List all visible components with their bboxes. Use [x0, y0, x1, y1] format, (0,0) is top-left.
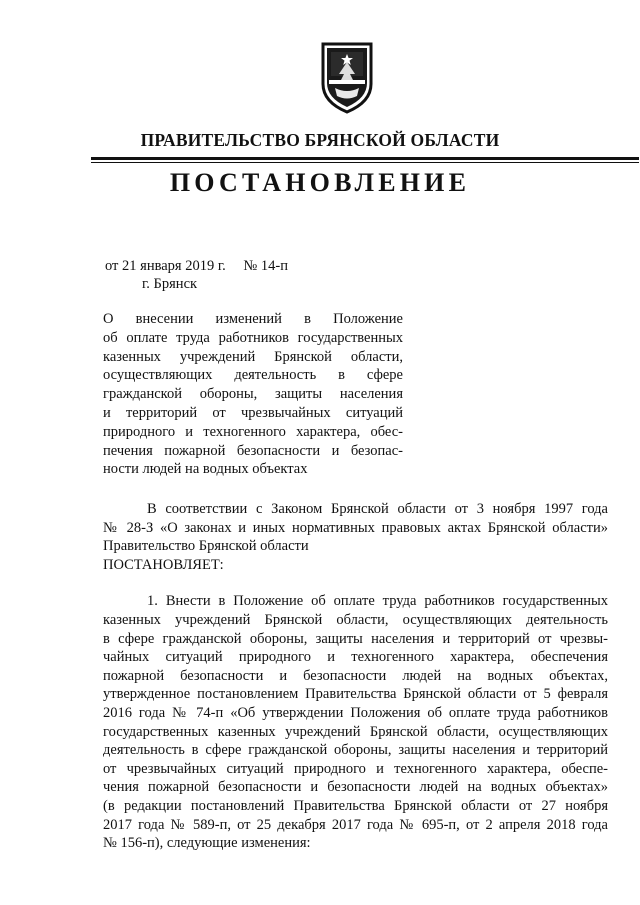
document-city: г. Брянск	[142, 276, 198, 292]
document-date-number	[105, 258, 288, 275]
item1-line: деятельность в сфере гражданской обороны, защиты населения и территорий	[103, 742, 608, 759]
preamble-line: Правительство Брянской области	[103, 538, 309, 555]
item1-line: (в редакции постановлений Правительства Брянской области от 27 ноября	[103, 797, 608, 814]
header-rule-thin	[91, 162, 639, 163]
preamble-line: В соответствии с Законом Брянской области от 3 ноября 1997 года	[147, 501, 608, 517]
item1-line: от чрезвычайных ситуаций природного и техногенного характера, обеспе-	[103, 760, 608, 777]
resolves-heading: ПОСТАНОВЛЯЕТ:	[103, 556, 224, 573]
item1-line: государственных казенных учреждений Брянской области, осуществляющих	[103, 723, 608, 740]
subject-line: казенных учреждений Брянской области,	[103, 348, 403, 365]
subject-line: ности людей на водных объектах	[103, 461, 308, 478]
preamble-line: № 28-З «О законах и иных нормативных правовых актах Брянской области»	[103, 519, 608, 536]
document-body	[103, 500, 608, 853]
subject-line: природного и техногенного характера, обес-	[103, 423, 403, 440]
subject-line: О внесении изменений в Положение	[103, 311, 403, 327]
item1-line: 2016 года № 74-п «Об утверждении Положения об оплате труда работников	[103, 704, 608, 721]
item1-line: пожарной безопасности и безопасности людей на водных объектах,	[103, 667, 608, 684]
item1-line: утвержденное постановлением Правительства Брянской области от 5 февраля	[103, 686, 608, 703]
subject-block	[103, 310, 403, 479]
document-type: ПОСТАНОВЛЕНИЕ	[169, 168, 471, 197]
item1-line: чайных ситуаций природного и техногенного характера, обеспечения	[103, 649, 608, 666]
item1-line: в сфере гражданской обороны, защиты населения и территорий от чрезвы-	[103, 630, 608, 647]
item1-line: казенных учреждений Брянской области, осуществляющих деятельность	[103, 611, 608, 628]
government-title: ПРАВИТЕЛЬСТВО БРЯНСКОЙ ОБЛАСТИ	[140, 130, 500, 150]
subject-line: гражданской обороны, защиты населения	[103, 386, 403, 403]
header-rule-thick	[91, 157, 639, 160]
paragraph-gap	[103, 574, 608, 592]
item1-line: № 156-п), следующие изменения:	[103, 835, 311, 852]
coat-of-arms-icon	[317, 40, 377, 116]
subject-line: печения пожарной безопасности и безопас-	[103, 442, 403, 459]
subject-line: и территорий от чрезвычайных ситуаций	[103, 404, 403, 421]
subject-line: осуществляющих деятельность в сфере	[103, 367, 403, 384]
document-number: № 14-п	[243, 258, 288, 274]
subject-line: об оплате труда работников государственных	[103, 329, 403, 346]
item1-line: чения пожарной безопасности и безопасности людей на водных объектах»	[103, 779, 608, 796]
item1-line: 2017 года № 589-п, от 25 декабря 2017 года № 695-п, от 2 апреля 2018 года	[103, 816, 608, 833]
document-date: от 21 января 2019 г.	[105, 258, 226, 274]
item1-line: 1. Внести в Положение об оплате труда работников государственных	[147, 593, 608, 610]
